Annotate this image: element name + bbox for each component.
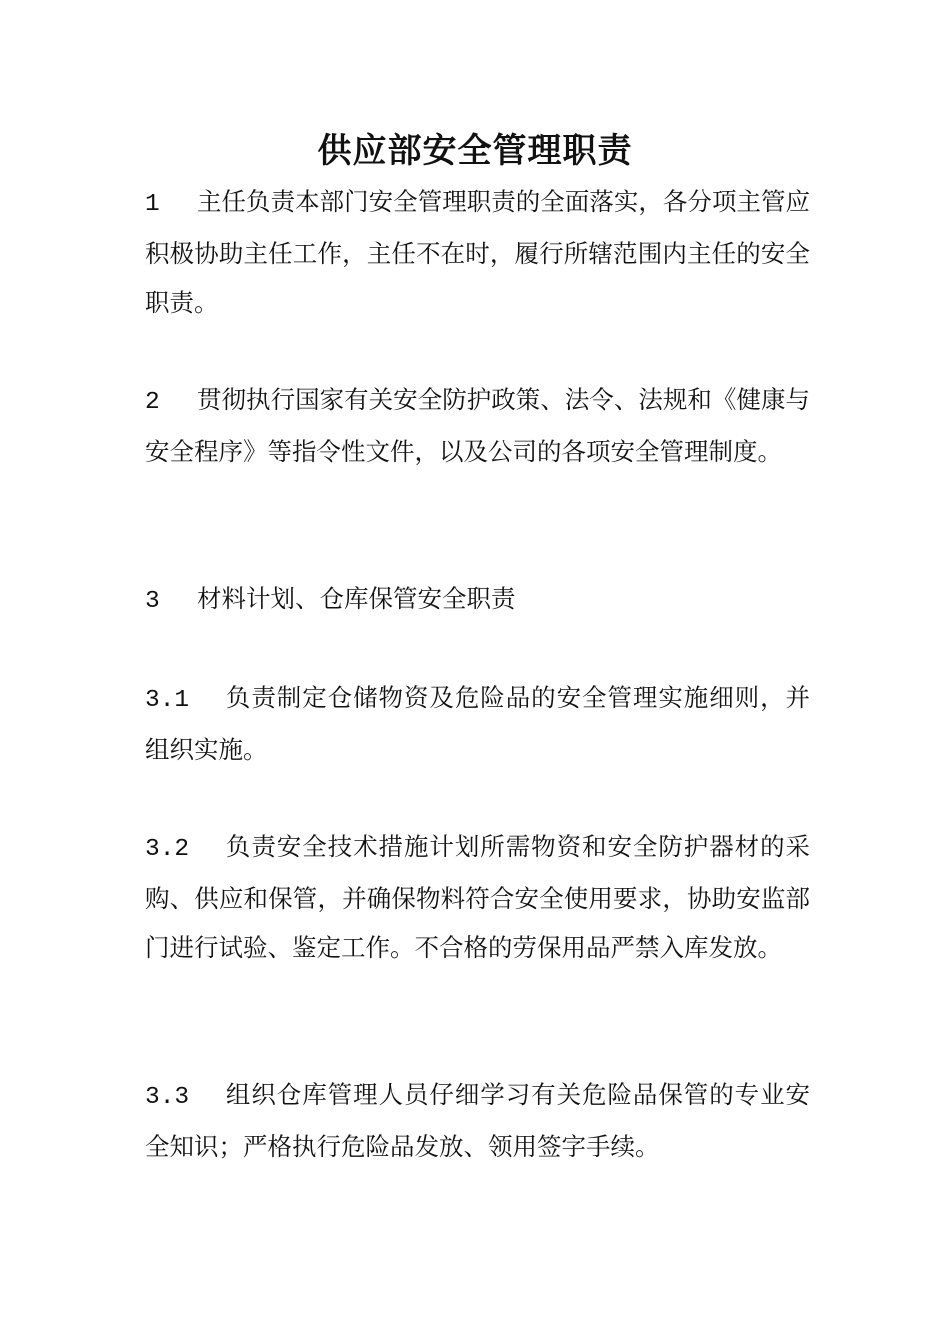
section-text: 组织仓库管理人员仔细学习有关危险品保管的专业安全知识；严格执行危险品发放、领用签字手续。 bbox=[145, 1080, 810, 1161]
section-number: 3.3 bbox=[145, 1084, 190, 1111]
section-text: 材料计划、仓库保管安全职责 bbox=[197, 584, 516, 613]
section-3 bbox=[145, 574, 810, 626]
section-number: 3 bbox=[145, 588, 160, 615]
section-3-3 bbox=[145, 1070, 810, 1171]
document-title: 供应部安全管理职责 bbox=[317, 131, 633, 171]
section-number: 2 bbox=[145, 389, 160, 416]
section-number: 3.2 bbox=[145, 836, 190, 863]
section-2 bbox=[145, 375, 810, 476]
section-number: 1 bbox=[145, 191, 160, 218]
section-1 bbox=[145, 177, 810, 327]
section-number: 3.1 bbox=[145, 687, 190, 714]
section-3-2 bbox=[145, 822, 810, 972]
section-text: 贯彻执行国家有关安全防护政策、法令、法规和《健康与安全程序》等指令性文件，以及公司的各项安全管理制度。 bbox=[145, 385, 810, 466]
section-text: 负责安全技术措施计划所需物资和安全防护器材的采购、供应和保管，并确保物料符合安全使用要求，协助安监部门进行试验、鉴定工作。不合格的劳保用品严禁入库发放。 bbox=[145, 832, 810, 962]
section-text: 负责制定仓储物资及危险品的安全管理实施细则，并组织实施。 bbox=[145, 683, 810, 764]
section-3-1 bbox=[145, 673, 810, 774]
section-text: 主任负责本部门安全管理职责的全面落实，各分项主管应积极协助主任工作，主任不在时，履行所辖范围内主任的安全职责。 bbox=[145, 187, 810, 317]
